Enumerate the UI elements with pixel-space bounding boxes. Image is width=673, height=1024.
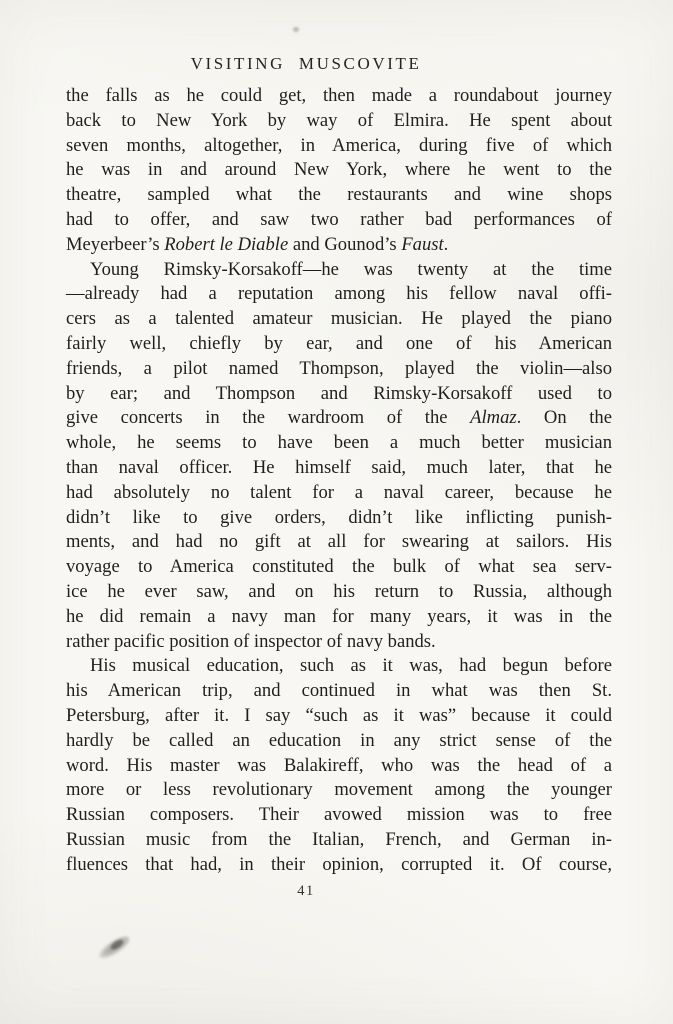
text-line: ments, and had no gift at all for swearing at sailors. His xyxy=(66,531,612,553)
text-line: cers as a talented amateur musician. He played the piano xyxy=(66,308,612,330)
text-line: whole, he seems to have been a much better musician xyxy=(66,432,612,454)
paragraph xyxy=(66,654,612,877)
text-line: hardly be called an education in any strict sense of the xyxy=(66,729,612,751)
text-line: fairly well, chiefly by ear, and one of his American xyxy=(66,332,612,354)
text-line: theatre, sampled what the restaurants and wine shops xyxy=(66,184,612,206)
text-line: Petersburg, after it. I say “such as it was” because it could xyxy=(66,704,612,726)
text-line: Young Rimsky-Korsakoff—he was twenty at the time xyxy=(90,258,612,280)
text-line: than naval officer. He himself said, much later, that he xyxy=(66,456,612,478)
text-line: didn’t like to give orders, didn’t like inflicting punish- xyxy=(66,506,612,528)
page-number: 41 xyxy=(297,883,315,899)
text-line: had absolutely no talent for a naval career, because he xyxy=(66,481,612,503)
paragraph xyxy=(66,258,612,655)
text-line: by ear; and Thompson and Rimsky-Korsakoff used to xyxy=(66,382,612,404)
text-line: seven months, altogether, in America, during five of which xyxy=(66,134,612,156)
text-line: back to New York by way of Elmira. He spent about xyxy=(66,109,612,131)
text-line: had to offer, and saw two rather bad performances of xyxy=(66,208,612,230)
text-line: ice he ever saw, and on his return to Russia, although xyxy=(66,580,612,602)
text-line: —already had a reputation among his fellow naval offi- xyxy=(66,283,612,305)
dust-speck xyxy=(293,27,299,32)
text-line: His musical education, such as it was, had begun before xyxy=(90,655,612,677)
text-line: fluences that had, in their opinion, corrupted it. Of course, xyxy=(66,853,612,875)
text-line: Russian music from the Italian, French, and German in- xyxy=(66,828,612,850)
text-line: rather pacific position of inspector of navy bands. xyxy=(66,630,436,652)
paragraph xyxy=(66,84,612,258)
running-head: VISITING MUSCOVITE xyxy=(190,54,422,73)
text-line: word. His master was Balakireff, who was the head of a xyxy=(66,754,612,776)
text-line: Meyerbeer’s Robert le Diable and Gounod’s Faust. xyxy=(66,233,449,255)
text-line: he was in and around New York, where he went to the xyxy=(66,159,612,181)
text-line: give concerts in the wardroom of the Almaz. On the xyxy=(66,407,612,429)
text-line: his American trip, and continued in what was then St. xyxy=(66,680,612,702)
text-line: the falls as he could get, then made a roundabout journey xyxy=(66,85,612,106)
text-line: voyage to America constituted the bulk of what sea serv- xyxy=(66,556,612,578)
text-block xyxy=(66,84,612,878)
text-line: friends, a pilot named Thompson, played the violin—also xyxy=(66,357,612,379)
text-line: more or less revolutionary movement among the younger xyxy=(66,779,612,801)
text-line: he did remain a navy man for many years, it was in the xyxy=(66,605,612,627)
text-line: Russian composers. Their avowed mission was to free xyxy=(66,804,612,826)
